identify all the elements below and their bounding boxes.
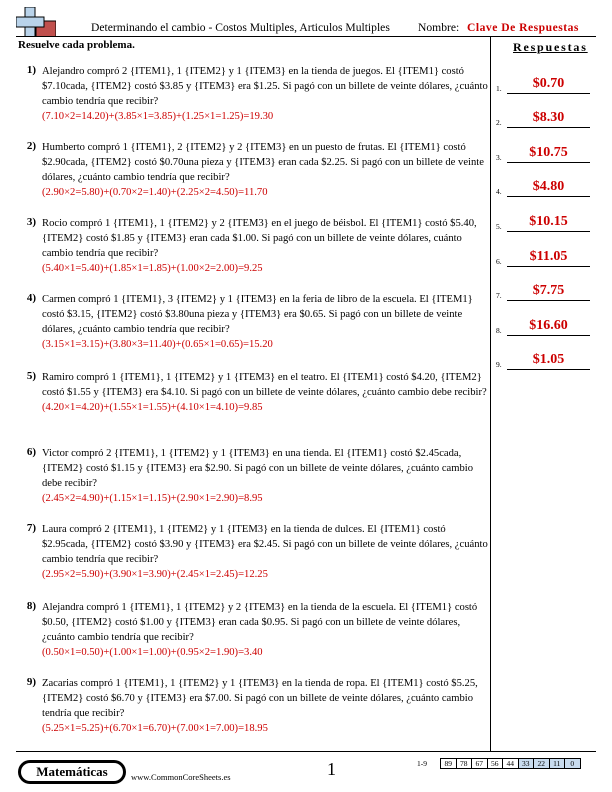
math-plus-logo-icon [16,7,56,37]
answer-line [507,93,590,94]
problem-work: (2.95×2=5.90)+(3.90×1=3.90)+(2.45×1=2.45)=12.25 [42,569,268,580]
brand-badge [18,760,126,784]
answer-line [507,231,590,232]
brand-label: Matemáticas [21,763,123,781]
problem-number: 8) [26,600,36,612]
problem-body [42,446,488,506]
problem-body [42,292,488,352]
answer-line [507,127,590,128]
name-value: Clave De Respuestas [467,21,579,34]
problem-body [42,522,488,582]
answer-2 [496,106,596,130]
problem-work: (2.45×2=4.90)+(1.15×1=1.15)+(2.90×1=2.90)=8.95 [42,493,263,504]
answer-number: 5. [496,222,502,231]
answer-value: $10.75 [529,145,568,160]
score-cell: 33 [518,758,535,769]
problem-work: (2.90×2=5.80)+(0.70×2=1.40)+(2.25×2=4.50)=11.70 [42,187,268,198]
problem-work: (0.50×1=0.50)+(1.00×1=1.00)+(0.95×2=1.90)=3.40 [42,647,263,658]
score-cell: 22 [533,758,550,769]
problem-work: (7.10×2=14.20)+(3.85×1=3.85)+(1.25×1=1.25)=19.30 [42,111,274,122]
answer-number: 8. [496,326,502,335]
answers-column-divider [490,37,491,751]
answer-value: $7.75 [532,283,565,298]
problem-text: Zacarias compró 1 {ITEM1}, 1 {ITEM2} y 1 {ITEM3} en la tienda de ropa. El {ITEM1} costó $5.25, {ITEM2} costó $6.70 y {ITEM3} era $7.00. Si pagó con un billete de veinte dólares, ¿cuánto cambio tendría que recibir? [42,678,478,719]
answer-value: $11.05 [529,249,568,264]
problem-number: 9) [26,676,36,688]
answer-number: 1. [496,84,502,93]
problem-body [42,676,488,736]
problem-work: (4.20×1=4.20)+(1.55×1=1.55)+(4.10×1=4.10)=9.85 [42,402,263,413]
problem-text: Humberto compró 1 {ITEM1}, 2 {ITEM2} y 2 {ITEM3} en un puesto de frutas. El {ITEM1} costó $2.90cada, {ITEM2} costó $0.70una pieza y {ITEM3} eran cada $2.25. Si pagó con un billete de veinte dólares, ¿cuánto cambio tendría que recibir? [42,142,484,183]
answer-value: $8.30 [532,110,565,125]
answer-value: $16.60 [529,318,568,333]
problem-text: Victor compró 2 {ITEM1}, 1 {ITEM2} y 1 {ITEM3} en una tienda. El {ITEM1} costó $2.45cada, {ITEM2} costó $1.15 y {ITEM3} era $2.90. Si pagó con un billete de veinte dólares, ¿cuánto cambio debe recibir? [42,448,474,489]
answer-line [507,335,590,336]
answer-number: 2. [496,118,502,127]
answer-line [507,162,590,163]
problem-number: 1) [26,64,36,76]
problem-text: Alejandro compró 2 {ITEM1}, 1 {ITEM2} y 1 {ITEM3} en la tienda de juegos. El {ITEM1} costó $7.10cada, {ITEM2} costó $3.85 y {ITEM3} era $1.25. Si pagó con un billete de veinte dólares, ¿cuánto cambio tendría que recibir? [42,66,488,107]
answer-number: 7. [496,291,502,300]
worksheet-title: Determinando el cambio - Costos Multiples, Articulos Multiples [91,21,390,34]
answer-number: 3. [496,153,502,162]
problem-work: (3.15×1=3.15)+(3.80×3=11.40)+(0.65×1=0.65)=15.20 [42,339,273,350]
problem-body [42,140,488,200]
answer-4 [496,175,596,199]
footer-divider [16,751,596,752]
score-cell: 44 [502,758,519,769]
answer-value: $10.15 [529,214,568,229]
score-cell: 78 [456,758,473,769]
problem-body [42,370,488,415]
answer-line [507,369,590,370]
answer-3 [496,141,596,165]
problem-work: (5.40×1=5.40)+(1.85×1=1.85)+(1.00×2=2.00)=9.25 [42,263,263,274]
answer-1 [496,72,596,96]
page-number: 1 [327,759,336,779]
answer-line [507,266,590,267]
score-cell: 11 [549,758,566,769]
problem-text: Ramiro compró 1 {ITEM1}, 1 {ITEM2} y 1 {ITEM3} en el teatro. El {ITEM1} costó $4.20, {ITEM2} costó $1.55 y {ITEM3} era $4.10. Si pagó con un billete de veinte dólares, ¿cuánto cambio debe recibir? [42,372,487,398]
answer-number: 9. [496,360,502,369]
answer-value: $4.80 [532,179,565,194]
answer-6 [496,245,596,269]
problem-text: Alejandra compró 1 {ITEM1}, 1 {ITEM2} y 2 {ITEM3} en la tienda de la escuela. El {ITEM1} costó $0.50, {ITEM2} costó $1.00 y {ITEM3} eran cada $0.95. Si pagó con un billete de veinte dólares, ¿cuánto cambio tendría que recibir? [42,602,478,643]
answer-number: 4. [496,187,502,196]
header-divider [16,36,596,37]
score-cell: 0 [564,758,581,769]
answers-heading: Respuestas [513,40,588,54]
answer-9 [496,348,596,372]
problem-text: Laura compró 2 {ITEM1}, 1 {ITEM2} y 1 {ITEM3} en la tienda de dulces. El {ITEM1} costó $2.95cada, {ITEM2} costó $3.90 y {ITEM3} era $2.45. Si pagó con un billete de veinte dólares, ¿cuánto cambio tendría que recibir? [42,524,488,565]
problem-text: Rocio compró 1 {ITEM1}, 1 {ITEM2} y 2 {ITEM3} en el juego de béisbol. El {ITEM1} costó $5.40, {ITEM2} costó $1.85 y {ITEM3} eran cada $1.00. Si pagó con un billete de veinte dólares, cuánto cambio tendría que recibir? [42,218,477,259]
answer-value: $1.05 [532,352,565,367]
problem-body [42,600,488,660]
problem-number: 4) [26,292,36,304]
score-table [417,758,581,769]
answer-8 [496,314,596,338]
problem-number: 2) [26,140,36,152]
problem-number: 3) [26,216,36,228]
name-label: Nombre: [418,21,460,34]
answer-number: 6. [496,257,502,266]
score-cell: 67 [471,758,488,769]
problem-body [42,216,488,276]
score-range: 1-9 [417,759,427,768]
problem-number: 6) [26,446,36,458]
answer-5 [496,210,596,234]
problem-text: Carmen compró 1 {ITEM1}, 3 {ITEM2} y 1 {ITEM3} en la feria de libro de la escuela. El {ITEM1} costó $3.15, {ITEM2} costó $3.80una pieza y {ITEM3} era $0.65. Si pagó con un billete de veinte dólares, ¿cuánto cambio tendría que recibir? [42,294,473,335]
answer-line [507,300,590,301]
answer-value: $0.70 [532,76,565,91]
instructions: Resuelve cada problema. [18,39,135,51]
answer-line [507,196,590,197]
problem-number: 5) [26,370,36,382]
problem-body [42,64,488,124]
site-url: www.CommonCoreSheets.es [131,772,231,782]
answer-7 [496,279,596,303]
score-cell: 56 [487,758,504,769]
score-cell: 89 [440,758,457,769]
problem-work: (5.25×1=5.25)+(6.70×1=6.70)+(7.00×1=7.00)=18.95 [42,723,268,734]
problem-number: 7) [26,522,36,534]
